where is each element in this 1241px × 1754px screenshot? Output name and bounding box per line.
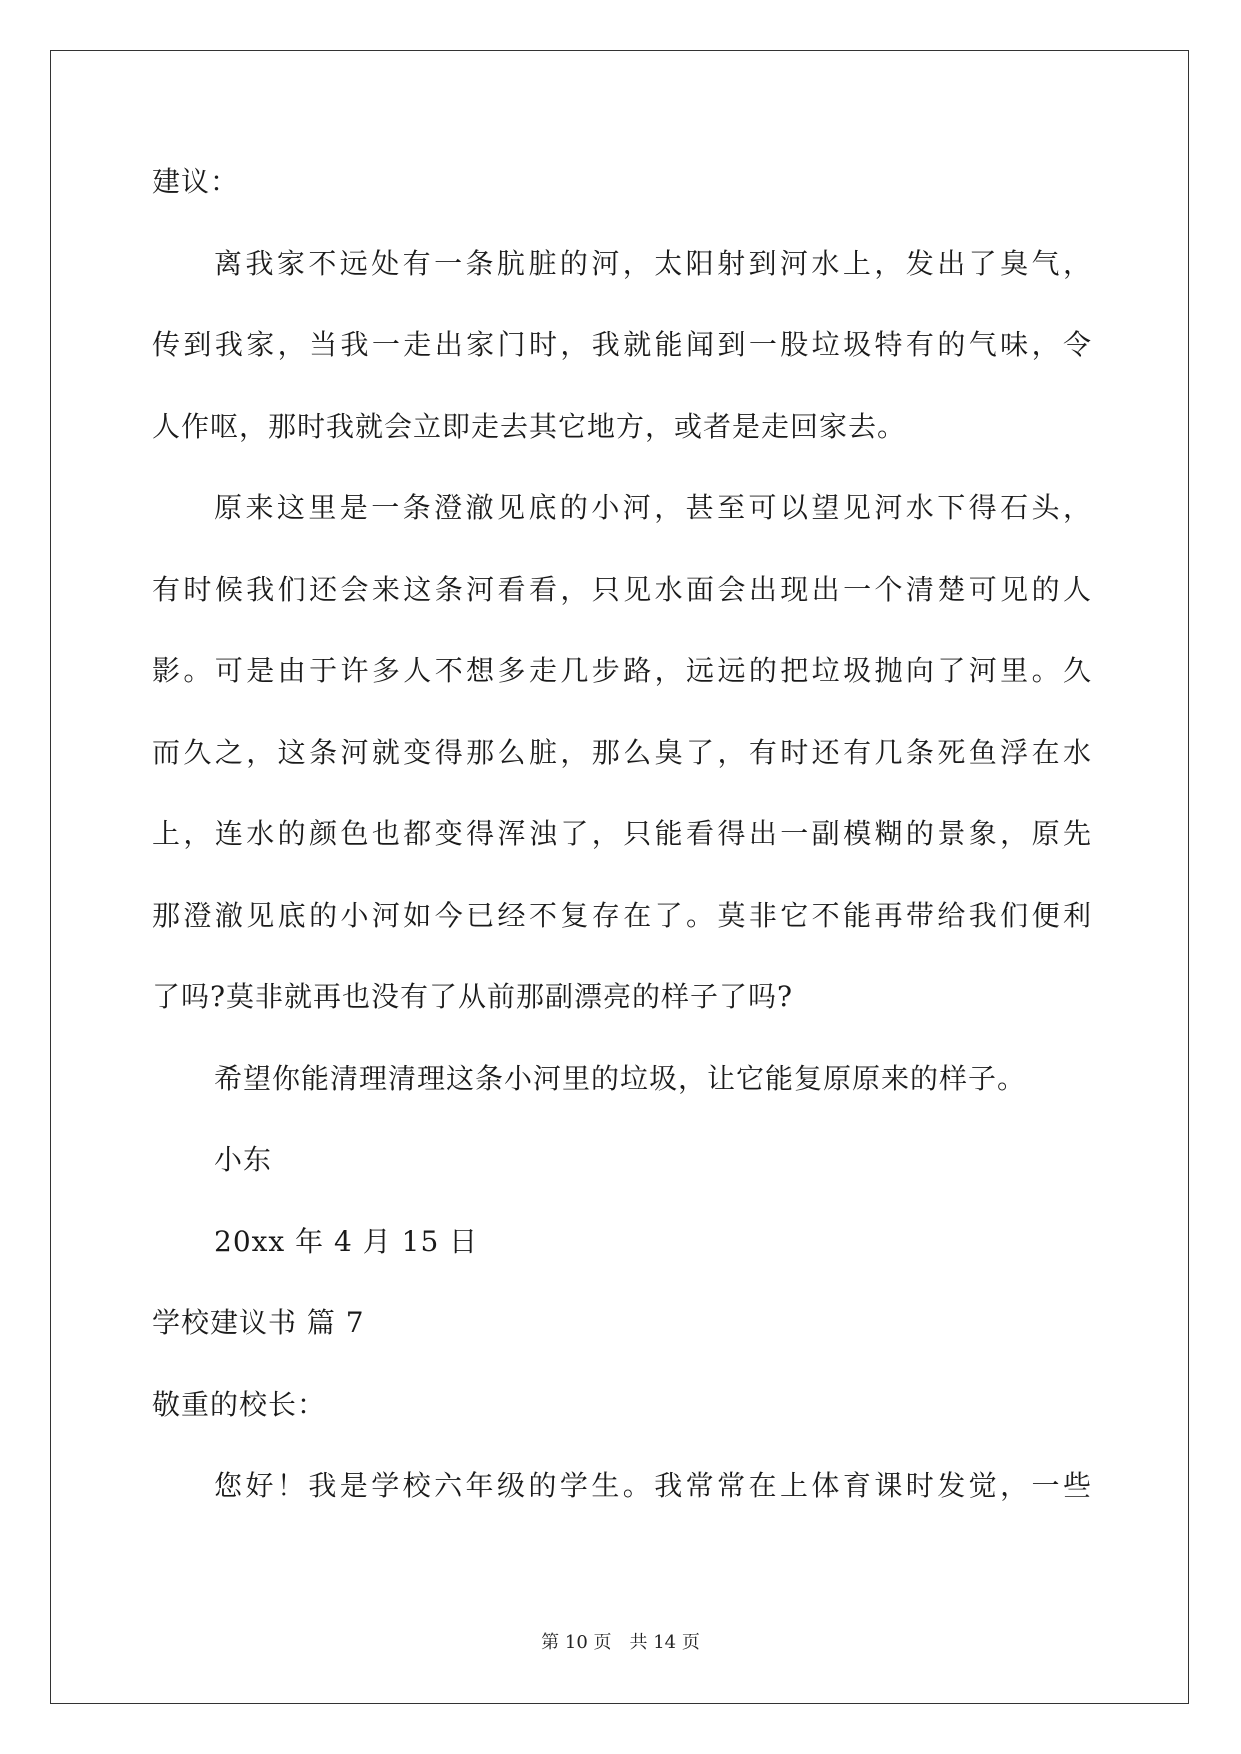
line-text: 影。可是由于许多人不想多走几步路，远远的把垃圾抛向了河里。久 bbox=[152, 654, 1092, 687]
salutation bbox=[152, 1387, 1092, 1473]
line-text: 有时候我们还会来这条河看看，只见水面会出现出一个清楚可见的人 bbox=[152, 572, 1092, 606]
line-text: 原来这里是一条澄澈见底的小河，甚至可以望见河水下得石头， bbox=[214, 491, 1092, 524]
text-line bbox=[152, 817, 1092, 902]
line-text: 学校建议书 篇 7 bbox=[152, 1306, 365, 1339]
line-text: 那澄澈见底的小河如今已经不复存在了。莫非它不能再带给我们便利 bbox=[152, 898, 1092, 932]
line-text: 上，连水的颜色也都变得浑浊了，只能看得出一副模糊的景象，原先 bbox=[152, 817, 1092, 850]
signature-name bbox=[152, 1143, 1092, 1228]
text-line bbox=[152, 572, 1092, 658]
document-body bbox=[152, 165, 1092, 1554]
text-line bbox=[152, 1469, 1092, 1554]
text-line bbox=[152, 409, 1092, 495]
line-text: 人作呕，那时我就会立即走去其它地方，或者是走回家去。 bbox=[152, 409, 907, 443]
text-line bbox=[152, 898, 1092, 984]
text-line bbox=[152, 328, 1092, 413]
line-text: 离我家不远处有一条肮脏的河，太阳射到河水上，发出了臭气， bbox=[214, 246, 1092, 280]
text-line bbox=[152, 980, 1092, 1065]
text-line bbox=[152, 1061, 1092, 1147]
section-heading bbox=[152, 1306, 1092, 1391]
line-text: 建议： bbox=[152, 165, 240, 198]
line-text: 传到我家，当我一走出家门时，我就能闻到一股垃圾特有的气味，令 bbox=[152, 328, 1092, 361]
text-line bbox=[152, 165, 1092, 250]
page-number-footer: 第 10 页 共 14 页 bbox=[541, 1632, 700, 1653]
text-line bbox=[152, 491, 1092, 576]
text-line bbox=[152, 735, 1092, 821]
text-line bbox=[152, 246, 1092, 332]
letter-date bbox=[152, 1224, 1092, 1310]
text-line bbox=[152, 654, 1092, 739]
line-text: 敬重的校长： bbox=[152, 1387, 327, 1421]
line-text: 了吗?莫非就再也没有了从前那副漂亮的样子了吗? bbox=[152, 980, 794, 1013]
line-text: 您好！我是学校六年级的学生。我常常在上体育课时发觉，一些 bbox=[214, 1469, 1092, 1502]
line-text: 小东 bbox=[214, 1143, 273, 1176]
line-text: 希望你能清理清理这条小河里的垃圾，让它能复原原来的样子。 bbox=[214, 1061, 1027, 1095]
line-text: 20xx 年 4 月 15 日 bbox=[214, 1224, 479, 1258]
line-text: 而久之，这条河就变得那么脏，那么臭了，有时还有几条死鱼浮在水 bbox=[152, 735, 1092, 769]
